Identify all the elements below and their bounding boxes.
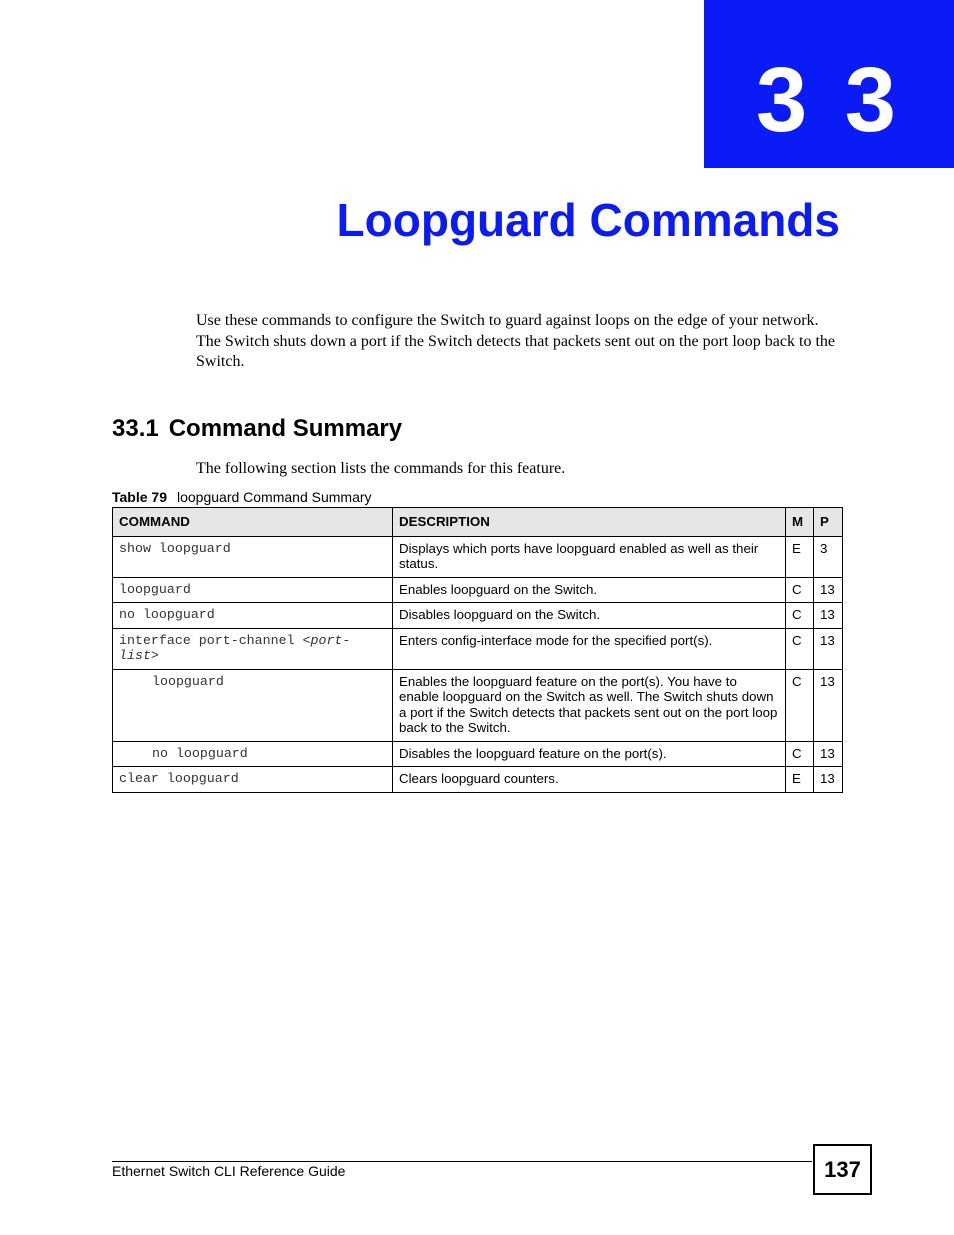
chapter-number-box [704,0,954,168]
table-row [113,669,843,741]
description-cell: Enables the loopguard feature on the port(s). You have to enable loopguard on the Switch as well. The Switch shuts down a port if the Switch detects that packets sent out on the port loop back to the Switch. [393,669,786,741]
mode-cell: C [786,603,814,629]
table-caption-number: Table 79 [112,489,167,505]
command-text-suffix: > [150,648,159,663]
chapter-number: 3 3 [756,49,902,151]
privilege-cell: 13 [814,767,843,793]
description-cell: Disables the loopguard feature on the port(s). [393,741,786,767]
mode-cell: E [786,536,814,577]
table-header-row [113,508,843,537]
header-command: COMMAND [113,508,393,537]
table-caption-title: loopguard Command Summary [177,489,372,505]
description-cell: Displays which ports have loopguard enabled as well as their status. [393,536,786,577]
section-title: Command Summary [168,415,403,442]
header-description: DESCRIPTION [393,508,786,537]
privilege-cell: 13 [814,577,843,603]
mode-cell: C [786,628,814,669]
description-cell: Clears loopguard counters. [393,767,786,793]
description-cell: Enables loopguard on the Switch. [393,577,786,603]
section-number: 33.1 [112,415,159,442]
command-summary-table [112,507,843,793]
table-row [113,767,843,793]
privilege-cell: 13 [814,741,843,767]
table-row [113,577,843,603]
mode-cell: C [786,577,814,603]
privilege-cell: 3 [814,536,843,577]
table-row [113,628,843,669]
table-row [113,603,843,629]
mode-cell: C [786,741,814,767]
command-cell: clear loopguard [113,767,393,793]
header-mode: M [786,508,814,537]
chapter-title: Loopguard Commands [336,194,840,246]
command-cell: no loopguard [113,603,393,629]
description-cell: Disables loopguard on the Switch. [393,603,786,629]
mode-cell: C [786,669,814,741]
privilege-cell: 13 [814,603,843,629]
mode-cell: E [786,767,814,793]
command-cell [113,628,393,669]
table-row [113,741,843,767]
table-caption [112,488,372,506]
command-cell: loopguard [113,669,393,741]
command-cell: loopguard [113,577,393,603]
command-argument: port-list [119,632,351,663]
header-privilege: P [814,508,843,537]
table-row [113,536,843,577]
footer-guide-title: Ethernet Switch CLI Reference Guide [112,1163,346,1179]
privilege-cell: 13 [814,628,843,669]
section-heading [112,414,402,444]
intro-paragraph: Use these commands to configure the Switch to guard against loops on the edge of your network. The Switch shuts down a port if the Switch detects that packets sent out on the port loop back to the Switch. [196,312,835,370]
privilege-cell: 13 [814,669,843,741]
page-number: 137 [813,1144,872,1195]
command-text: interface port-channel < [119,632,311,648]
command-cell: no loopguard [113,741,393,767]
description-cell: Enters config-interface mode for the specified port(s). [393,628,786,669]
command-cell: show loopguard [113,536,393,577]
section-lead-text: The following section lists the commands for this feature. [196,460,566,477]
